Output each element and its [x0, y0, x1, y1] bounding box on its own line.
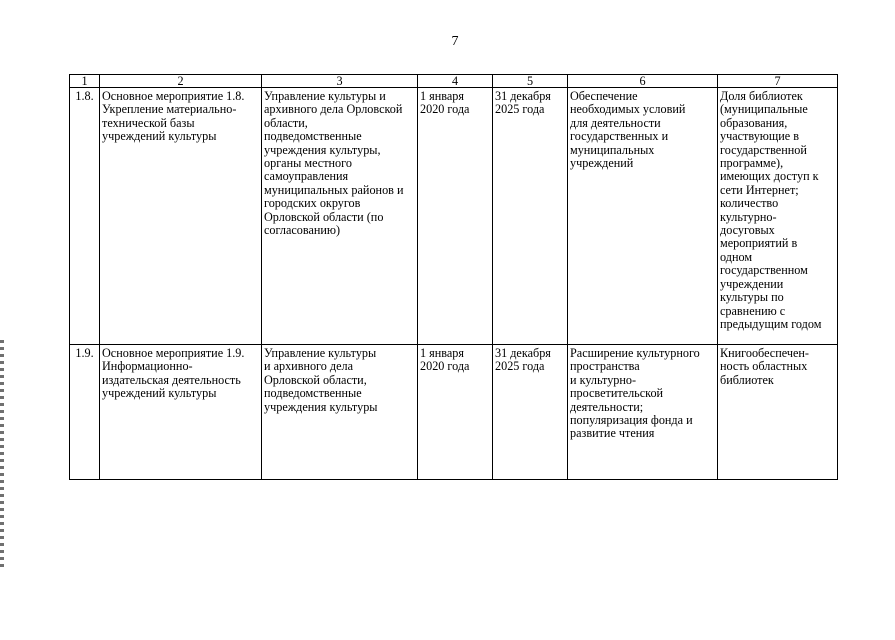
activity-cell: Основное мероприятие 1.8. Укрепление материально- технической базы учреждений культуры	[100, 88, 262, 345]
header-cell: 5	[493, 75, 568, 88]
header-cell: 4	[418, 75, 493, 88]
program-activities-table	[69, 74, 838, 480]
executor-cell: Управление культуры и архивного дела Орловской области, подведомственные учреждения культуры	[262, 345, 418, 480]
end-date-cell: 31 декабря 2025 года	[493, 88, 568, 345]
row-number: 1.9.	[70, 345, 100, 480]
table-header-row	[70, 75, 838, 88]
indicator-cell: Доля библиотек (муниципальные образования, участвующие в государственной программе), имеющих доступ к сети Интернет; количество культурно- досуговых мероприятий в одном государственном учреждении культуры по сравнению с предыдущим годом	[718, 88, 838, 345]
executor-cell: Управление культуры и архивного дела Орловской области, подведомственные учреждения культуры, органы местного самоуправления муниципальных районов и городских округов Орловской области (по согласованию)	[262, 88, 418, 345]
header-cell: 3	[262, 75, 418, 88]
header-cell: 7	[718, 75, 838, 88]
activity-cell: Основное мероприятие 1.9. Информационно- издательская деятельность учреждений культуры	[100, 345, 262, 480]
table-row	[70, 345, 838, 480]
header-cell: 1	[70, 75, 100, 88]
indicator-cell: Книгообеспечен- ность областных библиотек	[718, 345, 838, 480]
scan-edge-mark	[0, 340, 4, 570]
end-date-cell: 31 декабря 2025 года	[493, 345, 568, 480]
header-cell: 2	[100, 75, 262, 88]
start-date-cell: 1 января 2020 года	[418, 345, 493, 480]
result-cell: Расширение культурного пространства и культурно- просветительской деятельности; популяризация фонда и развитие чтения	[568, 345, 718, 480]
row-number: 1.8.	[70, 88, 100, 345]
page-number: 7	[451, 34, 459, 49]
header-cell: 6	[568, 75, 718, 88]
table-row	[70, 88, 838, 345]
start-date-cell: 1 января 2020 года	[418, 88, 493, 345]
result-cell: Обеспечение необходимых условий для деятельности государственных и муниципальных учреждений	[568, 88, 718, 345]
